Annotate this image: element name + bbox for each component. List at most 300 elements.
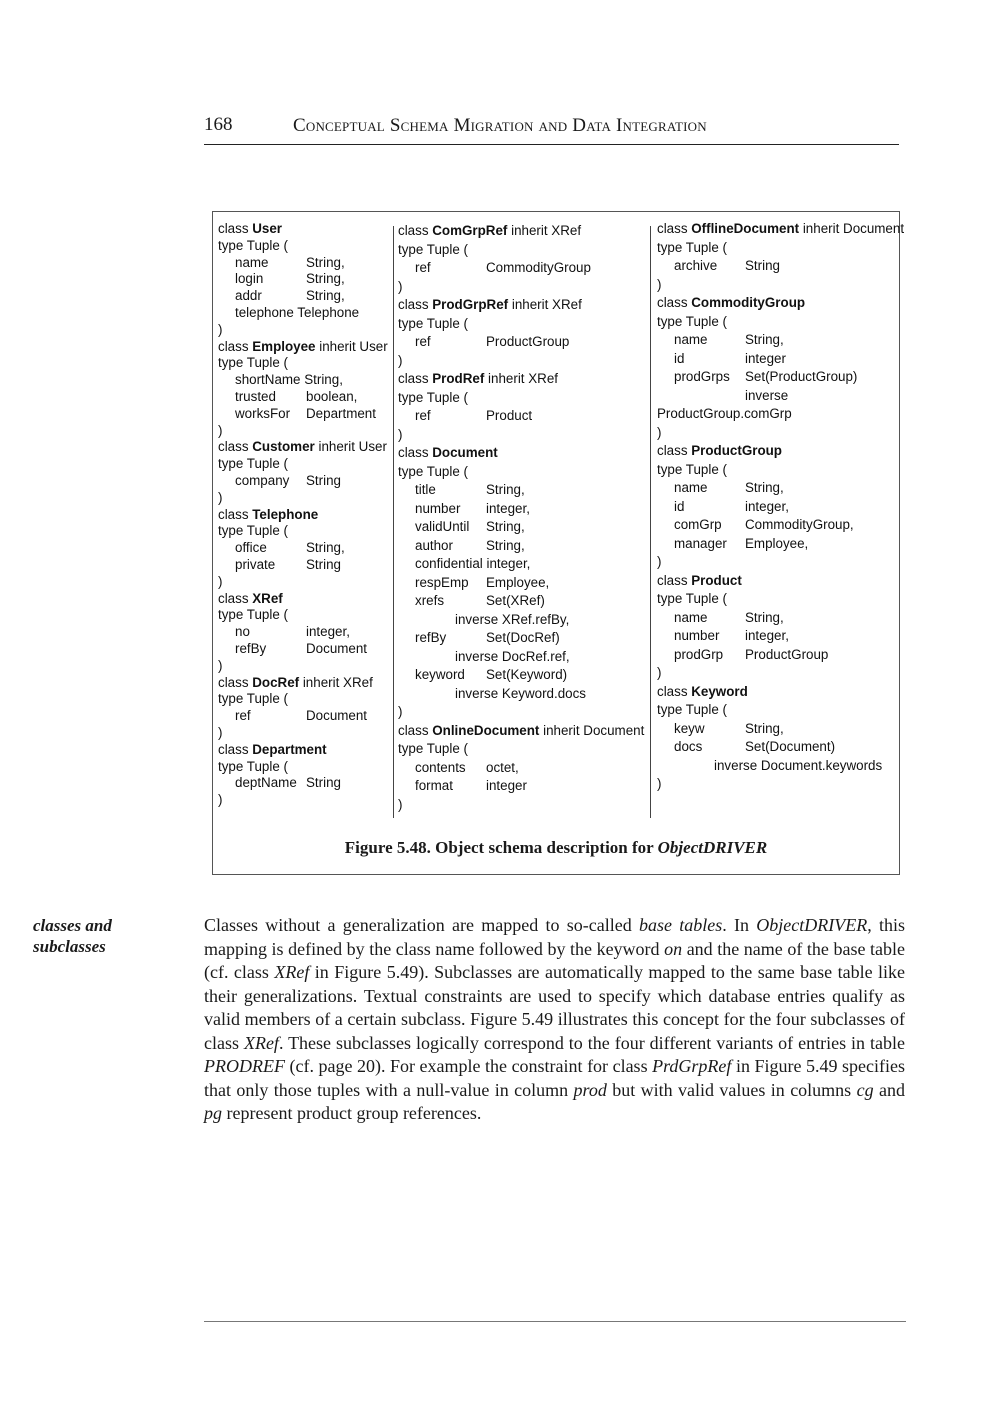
schema-inline: [218, 691, 288, 706]
schema-inline: [398, 741, 468, 756]
schema-text: archive: [674, 258, 718, 273]
schema-inline: [657, 240, 727, 255]
schema-inline: [398, 797, 402, 812]
schema-line: [218, 456, 396, 473]
schema-line: [398, 629, 650, 648]
schema-line: [218, 339, 396, 356]
schema-line: [218, 775, 396, 792]
schema-line: [218, 675, 396, 692]
schema-inline: [218, 759, 288, 774]
schema-line: [218, 389, 396, 406]
emphasis-text: PRODREF: [204, 1056, 285, 1076]
schema-text: ): [398, 278, 403, 294]
schema-text: format: [415, 778, 453, 793]
schema-text: class: [657, 683, 692, 699]
schema-text: Set(XRef): [486, 593, 545, 608]
schema-text: class: [398, 445, 433, 460]
schema-text: id: [674, 350, 685, 366]
schema-inline: [657, 425, 661, 440]
schema-line: [657, 350, 901, 369]
schema-text: String,: [306, 271, 345, 287]
schema-text: String,: [745, 332, 784, 347]
schema-inline: [218, 675, 373, 690]
schema-column-3: [657, 220, 905, 794]
schema-text: type Tuple (: [398, 389, 468, 405]
schema-inline: [218, 574, 222, 589]
schema-text: Department: [306, 405, 376, 421]
schema-text: type Tuple (: [218, 237, 288, 253]
caption-italic: ObjectDRIVER: [657, 838, 768, 857]
schema-line: [218, 288, 396, 305]
schema-inline: [398, 316, 468, 331]
schema-text: integer,: [306, 624, 350, 640]
schema-line: [218, 591, 396, 608]
schema-inline: [398, 279, 402, 294]
schema-line: [398, 611, 650, 630]
schema-inline: [657, 277, 661, 292]
schema-text: integer: [486, 778, 527, 793]
schema-text: class: [218, 590, 253, 606]
schema-text: String,: [745, 480, 784, 495]
schema-text: class: [218, 674, 253, 690]
schema-text: id: [674, 498, 685, 514]
schema-line: [398, 370, 650, 389]
schema-text: ProductGroup: [486, 334, 570, 349]
emphasis-text: on: [664, 938, 683, 959]
class-name: OfflineDocument: [691, 221, 800, 236]
schema-text: number: [415, 500, 461, 516]
schema-line: [657, 405, 901, 424]
schema-line: [398, 278, 650, 297]
schema-text: type Tuple (: [218, 456, 288, 472]
schema-line: [218, 439, 396, 456]
schema-line: [398, 222, 650, 241]
schema-line: [218, 322, 396, 339]
schema-line: [398, 592, 650, 611]
paragraph-text: in Figure 5.49). Subclasses are automatically mapped to the same base table like their generalizations. Textual constraints are used to specify which database entries qualify as valid members of a certain subclass. Figure 5.49 illustrates this concept for the four subclasses of class: [204, 962, 905, 1053]
schema-inline: [657, 573, 742, 588]
schema-line: [218, 372, 396, 389]
schema-text: ): [398, 704, 403, 719]
schema-inline: [218, 792, 222, 807]
schema-text: validUntil: [415, 519, 470, 534]
class-name: Product: [691, 572, 742, 588]
schema-inline: [657, 702, 727, 717]
schema-text: String,: [306, 254, 345, 270]
schema-line: [657, 683, 901, 702]
schema-line: [657, 664, 901, 683]
schema-inline: [218, 507, 318, 522]
schema-inline: [657, 684, 748, 699]
schema-text: inherit XRef: [508, 297, 582, 312]
schema-line: [398, 241, 650, 260]
margin-note-line: classes and: [33, 916, 112, 935]
schema-text: inverse Document.keywords: [714, 757, 883, 773]
schema-text: String,: [486, 482, 525, 497]
schema-line: [657, 701, 901, 720]
schema-line: [657, 368, 901, 387]
schema-line: [398, 500, 650, 519]
schema-line: [398, 759, 650, 778]
schema-text: office: [235, 540, 267, 556]
schema-line: [657, 627, 901, 646]
schema-text: ): [657, 276, 662, 292]
schema-line: [657, 757, 901, 776]
schema-text: inherit XRef: [484, 371, 559, 386]
schema-text: class: [398, 371, 433, 386]
schema-text: String,: [486, 537, 525, 553]
schema-text: number: [674, 628, 720, 643]
schema-text: integer,: [745, 498, 789, 514]
schema-line: [398, 648, 650, 667]
schema-line: [657, 646, 901, 665]
schema-text: CommodityGroup,: [745, 517, 854, 532]
schema-line: [218, 708, 396, 725]
schema-line: [218, 557, 396, 574]
schema-text: type Tuple (: [218, 607, 288, 623]
class-name: Keyword: [691, 683, 748, 699]
schema-text: integer: [745, 350, 786, 366]
schema-text: type Tuple (: [398, 463, 468, 479]
schema-text: inverse: [745, 387, 789, 403]
schema-text: CommodityGroup: [486, 260, 591, 275]
schema-text: inherit Document: [799, 221, 905, 236]
schema-inline: [657, 554, 661, 569]
figure-5-48: [212, 211, 905, 875]
schema-text: String,: [486, 519, 525, 534]
schema-inline: [398, 445, 498, 460]
emphasis-text: ObjectDRIVER: [756, 915, 868, 935]
schema-text: type Tuple (: [398, 741, 468, 756]
schema-line: [657, 313, 901, 332]
schema-text: ): [398, 426, 403, 442]
schema-line: [657, 479, 901, 498]
schema-text: class: [398, 297, 433, 312]
schema-text: ): [657, 776, 662, 791]
schema-line: [657, 738, 901, 757]
column-divider: [650, 226, 651, 818]
schema-text: author: [415, 537, 453, 553]
schema-inline: [657, 591, 727, 606]
emphasis-text: prod: [573, 1079, 607, 1100]
schema-text: ): [218, 792, 223, 808]
schema-text: inherit XRef: [299, 674, 373, 690]
schema-inline: [398, 242, 468, 257]
schema-text: class: [398, 722, 433, 738]
schema-line: [398, 352, 650, 371]
schema-line: [218, 641, 396, 658]
schema-text: ): [218, 724, 223, 740]
emphasis-text: XRef: [274, 962, 310, 982]
class-name: Department: [252, 741, 327, 757]
schema-text: confidential integer,: [415, 556, 531, 571]
schema-text: ): [657, 554, 662, 569]
schema-text: name: [674, 332, 708, 347]
schema-text: refBy: [415, 630, 447, 645]
schema-text: docs: [674, 739, 703, 754]
schema-text: type Tuple (: [398, 241, 468, 257]
schema-text: octet,: [486, 759, 519, 775]
paragraph-text: Classes without a generalization are mapped to so-called: [204, 915, 639, 935]
schema-text: type Tuple (: [218, 523, 288, 539]
running-header: [204, 114, 899, 145]
schema-text: type Tuple (: [657, 591, 727, 606]
schema-text: class: [657, 295, 692, 310]
schema-text: ref: [235, 708, 251, 724]
schema-line: [218, 406, 396, 423]
paragraph-text: and: [873, 1079, 905, 1100]
running-title: Conceptual Schema Migration and Data Integration: [293, 115, 707, 136]
schema-line: [657, 590, 901, 609]
schema-text: prodGrp: [674, 646, 724, 662]
schema-inline: [657, 776, 661, 791]
schema-text: Document: [306, 640, 368, 656]
class-name: DocRef: [252, 674, 300, 690]
schema-line: [657, 331, 901, 350]
schema-text: class: [218, 741, 253, 757]
page-number: 168: [204, 114, 233, 135]
schema-text: inherit User: [315, 338, 388, 354]
schema-text: type Tuple (: [657, 313, 727, 329]
schema-text: ref: [415, 260, 431, 275]
schema-text: inherit Document: [539, 722, 645, 738]
schema-line: [657, 720, 901, 739]
schema-line: [218, 759, 396, 776]
schema-text: shortName String,: [235, 372, 343, 388]
schema-line: [218, 658, 396, 675]
emphasis-text: XRef: [243, 1032, 279, 1053]
schema-line: [657, 535, 901, 554]
schema-text: company: [235, 472, 290, 488]
schema-line: [657, 498, 901, 517]
schema-line: [657, 572, 901, 591]
schema-line: [218, 507, 396, 524]
schema-text: worksFor: [235, 405, 291, 421]
class-name: ProdGrpRef: [432, 297, 509, 312]
class-name: CommodityGroup: [691, 295, 806, 310]
schema-inline: [218, 456, 288, 471]
emphasis-text: pg: [204, 1103, 222, 1123]
schema-text: trusted: [235, 388, 276, 404]
schema-line: [657, 461, 901, 480]
schema-line: [657, 294, 901, 313]
schema-inline: [657, 462, 727, 477]
schema-line: [398, 537, 650, 556]
schema-text: inherit User: [314, 439, 387, 455]
schema-text: integer,: [486, 500, 530, 516]
schema-line: [398, 407, 650, 426]
schema-line: [218, 742, 396, 759]
schema-text: inverse Keyword.docs: [455, 685, 586, 701]
schema-text: String,: [306, 540, 345, 556]
schema-inline: [218, 339, 388, 354]
schema-text: ): [218, 573, 223, 589]
schema-line: [218, 574, 396, 591]
class-name: XRef: [252, 590, 283, 606]
schema-text: login: [235, 271, 264, 287]
class-name: Document: [432, 445, 498, 460]
schema-line: [398, 666, 650, 685]
schema-text: name: [674, 609, 708, 625]
schema-line: [398, 796, 650, 815]
class-name: ProdRef: [432, 371, 485, 386]
schema-text: class: [218, 506, 253, 522]
schema-text: class: [218, 221, 253, 236]
paragraph-text: but with valid values in columns: [606, 1079, 857, 1100]
schema-line: [218, 540, 396, 557]
schema-line: [218, 271, 396, 288]
schema-line: [657, 220, 905, 239]
schema-text: Employee,: [486, 574, 550, 590]
schema-text: String: [306, 556, 341, 572]
schema-text: ): [218, 422, 223, 438]
schema-inline: [218, 591, 283, 606]
schema-text: String,: [745, 609, 784, 625]
schema-text: String,: [306, 288, 345, 304]
schema-text: class: [657, 572, 692, 588]
schema-text: ): [398, 352, 403, 368]
class-name: Employee: [252, 338, 316, 354]
schema-line: [218, 305, 396, 322]
caption-text: Figure 5.48. Object schema description for: [344, 838, 658, 857]
schema-inline: [657, 443, 782, 458]
schema-inline: [218, 221, 282, 236]
schema-inline: [398, 297, 582, 312]
schema-text: boolean,: [306, 388, 358, 404]
schema-line: [657, 276, 901, 295]
schema-line: [218, 473, 396, 490]
schema-inline: [398, 464, 468, 479]
schema-line: [218, 238, 396, 255]
schema-text: xrefs: [415, 593, 445, 608]
class-name: OnlineDocument: [432, 722, 540, 738]
schema-text: name: [674, 480, 708, 495]
schema-text: class: [398, 223, 433, 238]
schema-line: [218, 725, 396, 742]
schema-text: class: [657, 443, 692, 458]
paragraph-text: in Figure 5.49 specifies that only those tuples with a null-value in column: [204, 1056, 905, 1100]
schema-text: ref: [415, 408, 431, 423]
schema-text: no: [235, 624, 250, 640]
schema-inline: [398, 427, 402, 442]
schema-text: contents: [415, 759, 466, 775]
schema-text: Set(Keyword): [486, 667, 568, 682]
schema-line: [398, 722, 650, 741]
schema-inline: [398, 353, 402, 368]
schema-line: [218, 523, 396, 540]
schema-line: [657, 609, 901, 628]
schema-column-1: [218, 221, 396, 809]
schema-text: Product: [486, 408, 533, 423]
footer-rule: [204, 1321, 906, 1322]
schema-text: Set(Document): [745, 739, 836, 754]
paragraph-text: and the name of the base table (cf. class: [204, 938, 905, 982]
schema-line: [398, 481, 650, 500]
schema-line: [218, 792, 396, 809]
schema-text: type Tuple (: [398, 315, 468, 331]
schema-text: keyw: [674, 720, 705, 736]
schema-text: String,: [745, 720, 784, 736]
class-name: Customer: [252, 439, 315, 455]
schema-line: [398, 555, 650, 574]
paragraph-text: . These subclasses logically correspond to the four different variants of entries in table: [278, 1032, 905, 1053]
schema-inline: [398, 371, 558, 386]
schema-inline: [398, 223, 581, 238]
schema-line: [218, 355, 396, 372]
schema-text: addr: [235, 288, 262, 304]
schema-inline: [398, 390, 468, 405]
schema-line: [398, 296, 650, 315]
schema-text: name: [235, 254, 269, 270]
schema-line: [218, 607, 396, 624]
schema-text: manager: [674, 535, 727, 551]
schema-line: [398, 315, 650, 334]
schema-text: ProductGroup: [745, 646, 829, 662]
paragraph-text: , this mapping is defined by the class name followed by the keyword: [204, 915, 906, 959]
schema-text: title: [415, 482, 436, 497]
schema-line: [657, 387, 901, 406]
schema-text: type Tuple (: [657, 461, 727, 477]
schema-text: type Tuple (: [657, 702, 727, 717]
figure-caption: [213, 838, 899, 858]
schema-line: [657, 553, 901, 572]
schema-line: [218, 423, 396, 440]
schema-line: [398, 389, 650, 408]
schema-line: [398, 703, 650, 722]
schema-text: String: [745, 258, 780, 273]
margin-note: [33, 915, 112, 957]
schema-text: type Tuple (: [218, 691, 288, 707]
schema-text: Set(DocRef): [486, 630, 560, 645]
schema-line: [398, 333, 650, 352]
schema-line: [398, 777, 650, 796]
schema-text: inverse DocRef.ref,: [455, 648, 570, 664]
schema-inline: [657, 665, 661, 680]
schema-text: ): [398, 796, 403, 812]
schema-text: String: [306, 472, 341, 488]
schema-text: keyword: [415, 667, 465, 682]
schema-inline: [218, 658, 222, 673]
schema-line: [398, 685, 650, 704]
schema-inline: [657, 314, 727, 329]
schema-inline: [218, 322, 222, 337]
schema-text: refBy: [235, 640, 267, 656]
emphasis-text: base tables: [638, 915, 723, 935]
schema-line: [218, 221, 396, 238]
schema-inline: [398, 723, 644, 738]
margin-note-line: subclasses: [33, 937, 106, 956]
schema-inline: [657, 221, 904, 236]
schema-line: [398, 463, 650, 482]
schema-inline: [218, 439, 387, 454]
schema-inline: [218, 490, 222, 505]
schema-line: [398, 259, 650, 278]
schema-text: ): [657, 665, 662, 680]
schema-text: class: [657, 221, 692, 236]
class-name: Telephone: [252, 506, 319, 522]
schema-text: comGrp: [674, 517, 722, 532]
schema-text: deptName: [235, 775, 297, 791]
schema-inline: [657, 295, 805, 310]
schema-line: [398, 444, 650, 463]
schema-line: [657, 257, 901, 276]
schema-inline: [218, 238, 288, 253]
emphasis-text: PrdGrpRef: [652, 1056, 732, 1076]
schema-inline: [218, 355, 288, 370]
class-name: ProductGroup: [691, 443, 782, 458]
schema-inline: [218, 742, 327, 757]
schema-text: private: [235, 556, 276, 572]
